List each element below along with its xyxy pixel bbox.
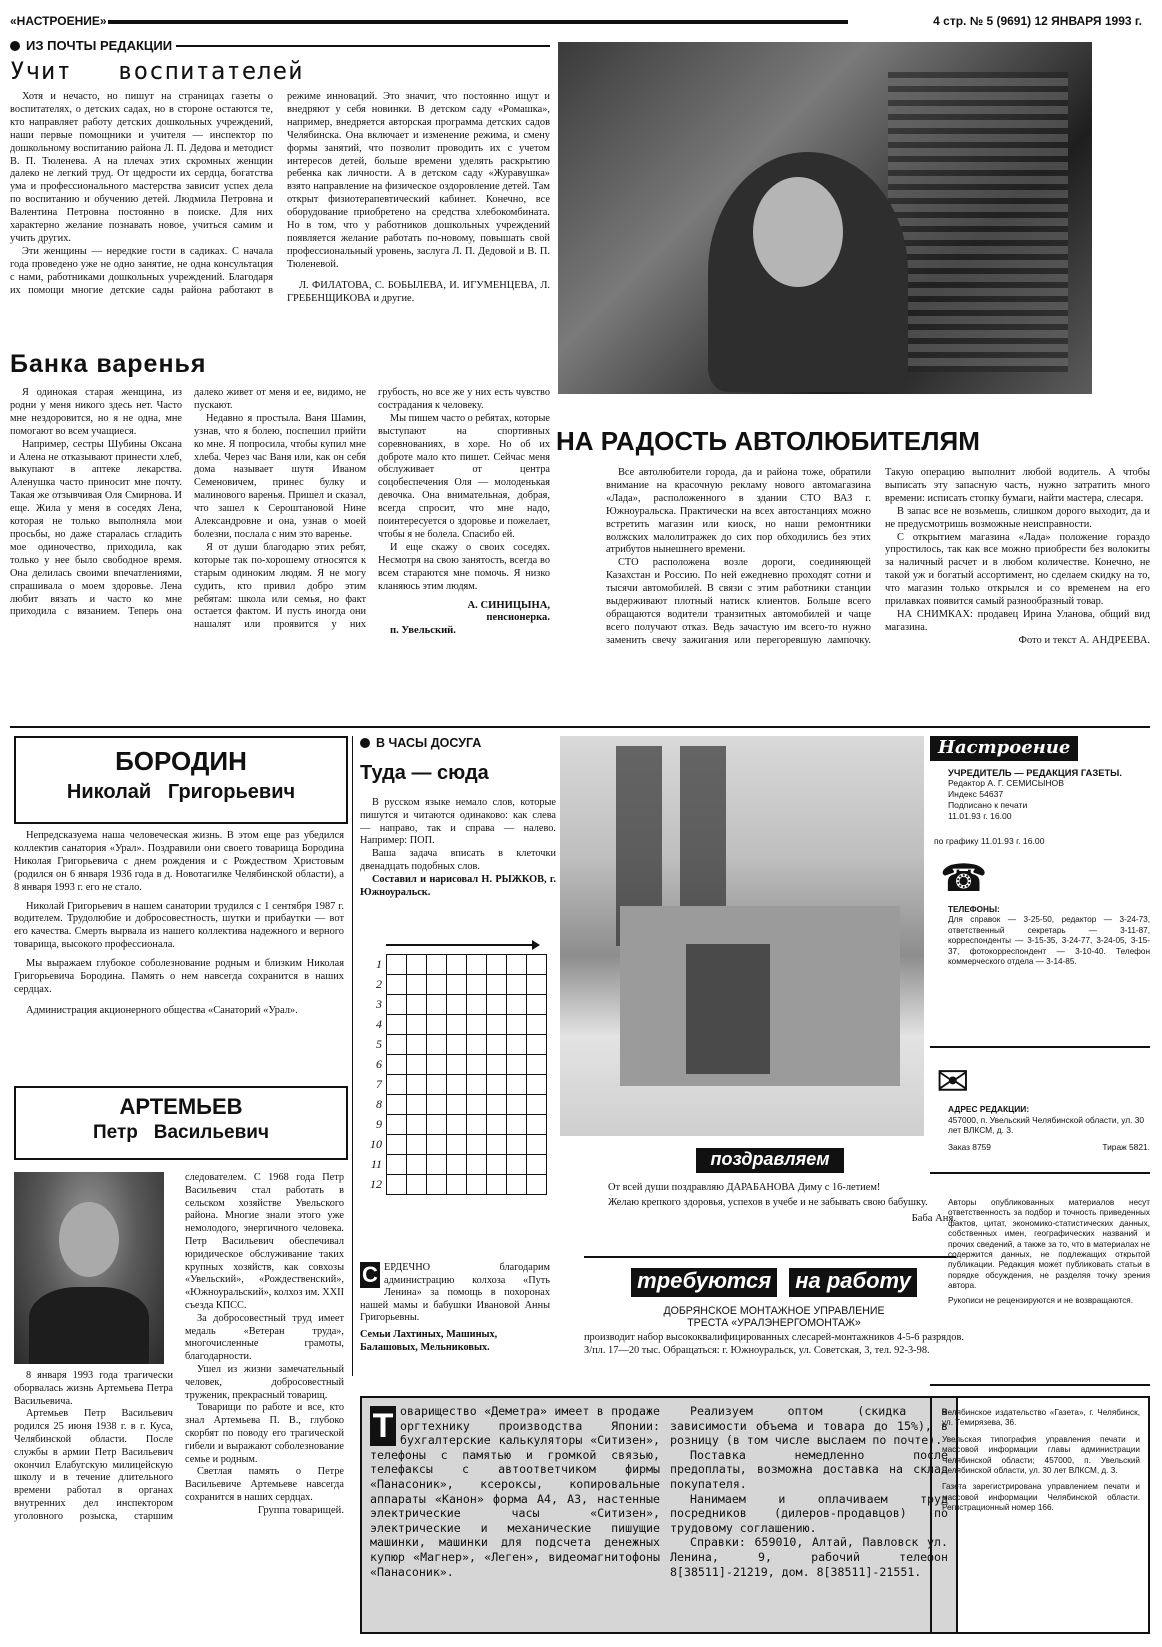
puzzle-cell[interactable] [406, 1014, 427, 1035]
thanks-signature: Семьи Лахтиных, Машиных, Балашовых, Мельниковых. [360, 1328, 498, 1353]
puzzle-cell[interactable] [386, 974, 407, 995]
imprint-info [930, 767, 1150, 847]
auto-paragraph: Все автолюбители города, да и района тоже, обратили внимание на красочную рекламу нового автомагазина «Лада», расположенного в здании СТО ВАЗ г. Южноуральска. Практически на всех автостанциях можно встретить магазин или киоск, но наши ремонтники волжских малолитражек до сих пор обходились без этих атрибутов нынешнего времени. [606, 467, 871, 556]
phones-title: ТЕЛЕФОНЫ: [948, 905, 1000, 914]
congrats-notice [584, 1148, 956, 1258]
face-graphic [753, 177, 843, 287]
puzzle-cell[interactable] [406, 1034, 427, 1055]
puzzle-cell[interactable] [466, 974, 487, 995]
puzzle-cell[interactable] [506, 974, 527, 995]
thanks-notice [360, 1262, 550, 1354]
puzzle-row-number: 7 [376, 1077, 382, 1091]
leisure-paragraph: В русском языке немало слов, которые пишутся и читаются одинаково: как слева — направо, так и справа — налево. Например: ПОП. [360, 797, 556, 847]
puzzle-cell[interactable] [506, 1054, 527, 1075]
puzzle-cell[interactable] [446, 1114, 467, 1135]
puzzle-cell[interactable] [466, 1074, 487, 1095]
borodin-obituary [14, 830, 344, 1018]
borodin-name: Николай Григорьевич [66, 781, 296, 803]
puzzle-cell[interactable] [526, 1074, 547, 1095]
artemyev-paragraph: Светлая память о Петре Васильевиче Артемьеве навсегда сохранится в наших сердцах. [185, 1466, 344, 1503]
puzzle-cell[interactable] [446, 1074, 467, 1095]
puzzle-cell[interactable] [406, 1134, 427, 1155]
demetra-text: оварищество «Деметра» имеет в продаже оргтехнику производства Японии: бухгалтерские калькуляторы «Ситизен», телефоны с памятью и громкой связью, телефаксы с автоответчиком фирмы «Панасоник», ксероксы, копировальные аппараты «Канон» форма А4, А3, настенные электрические часы «Ситизен», электрические и механические пишущие машинки, машинки для подсчета денежных купюр «Магнер», «Леген», видеомагнитофоны «Панасоник». [370, 1404, 660, 1579]
jam-paragraph: Я от души благодарю этих ребят, которые так по-хорошему относятся к старым одиноким людям. Я не могу судить, кто привил добро этим ребятам: школа или семья, но факт остается фактом. И пусть иногда они нашалят или проявится у них грубость, но все же у них есть чувство сострадания к человеку. [194, 387, 550, 631]
leisure-rubric-label: В ЧАСЫ ДОСУГА [376, 736, 482, 750]
shelf-graphic [888, 72, 1068, 372]
puzzle-cell[interactable] [466, 994, 487, 1015]
puzzle-cell[interactable] [506, 1094, 527, 1115]
puzzle-row-number: 8 [376, 1097, 382, 1111]
puzzle-cell[interactable] [426, 1054, 447, 1075]
imprint-schedule: по графику 11.01.93 г. 16.00 [934, 836, 1045, 846]
artemyev-paragraph: 8 января 1993 года трагически оборвалась жизнь Артемьева Петра Васильевича. [14, 1370, 173, 1407]
demetra-right [670, 1404, 948, 1579]
artemyev-paragraph: За добросовестный труд имеет медаль «Ветеран труда», многочисленные грамоты, благодарности. [185, 1312, 344, 1363]
puzzle-cell[interactable] [486, 1114, 507, 1135]
jobs-banner-1: требуются [631, 1268, 777, 1297]
puzzle-cell[interactable] [446, 1014, 467, 1035]
puzzle-cell[interactable] [506, 1174, 527, 1195]
puzzle-cell[interactable] [426, 1174, 447, 1195]
jam-signature-role: пенсионерка. [486, 612, 550, 624]
phones-list: Для справок — 3-25-50, редактор — 3-24-73, ответственный секретарь — 3-11-87, корреспонденты — 3-15-35, 3-24-77, 3-24-05, 3-15-37, фотокорреспондент — 3-10-40. Телефон коммерческого отдела — 3-14-85. [948, 915, 1150, 967]
leisure-paragraph: Ваша задача вписать в клеточки двенадцать подобных слов. [360, 848, 556, 872]
puzzle-cell[interactable] [386, 1014, 407, 1035]
puzzle-cell[interactable] [466, 1094, 487, 1115]
artemyev-obituary [14, 1172, 344, 1632]
address-title: АДРЕС РЕДАКЦИИ: [948, 1104, 1030, 1114]
puzzle-cell[interactable] [406, 1094, 427, 1115]
bullet-icon [10, 41, 20, 51]
puzzle-cell[interactable] [466, 954, 487, 975]
puzzle-cell[interactable] [526, 1054, 547, 1075]
puzzle-cell[interactable] [406, 954, 427, 975]
puzzle-cell[interactable] [526, 974, 547, 995]
puzzle-cell[interactable] [526, 1014, 547, 1035]
puzzle-cell[interactable] [526, 1034, 547, 1055]
jam-article [10, 350, 550, 690]
jam-title: Банка варенья [10, 350, 207, 378]
puzzle-cell[interactable] [406, 1114, 427, 1135]
borodin-surname: БОРОДИН [115, 746, 247, 776]
puzzle-cell[interactable] [506, 1154, 527, 1175]
leisure-body [360, 797, 556, 899]
demetra-ad [360, 1396, 958, 1634]
puzzle-cell[interactable] [446, 1034, 467, 1055]
jobs-ad [584, 1268, 964, 1357]
jobs-banners [584, 1268, 964, 1297]
photo-shop-clerk [558, 42, 1092, 394]
puzzle-cell[interactable] [506, 954, 527, 975]
puzzle-cell[interactable] [446, 1054, 467, 1075]
address-text: 457000, п. Увельский Челябинской области, ул. 30 лет ВЛКСМ, д. 3. [948, 1114, 1145, 1136]
thanks-body [360, 1262, 550, 1325]
photo-store-exterior [560, 736, 924, 1136]
congrats-banner: поздравляем [696, 1148, 844, 1173]
puzzle-row-number: 3 [376, 997, 382, 1011]
imprint-logo: Настроение [930, 736, 1078, 761]
leisure-rubric [360, 736, 556, 750]
congrats-text: От всей души поздравляю ДАРАБАНОВА Диму с 16-летием! [608, 1182, 881, 1193]
disclaimer-box [930, 1184, 1150, 1386]
puzzle-cell[interactable] [446, 1174, 467, 1195]
jobs-org-2: ТРЕСТА «УРАЛЭНЕРГОМОНТАЖ» [687, 1317, 861, 1329]
artemyev-name: Петр Васильевич [93, 1122, 269, 1143]
auto-article [556, 426, 1150, 716]
header-rule [108, 20, 848, 24]
registration-text: Газета зарегистрирована управлением печати и массовой информации Челябинской области. Регистрационный номер 166. [942, 1482, 1140, 1513]
paper-name: «НАСТРОЕНИЕ» [10, 14, 107, 28]
puzzle-cell[interactable] [486, 1034, 507, 1055]
puzzle-cell[interactable] [466, 1014, 487, 1035]
puzzle-cell[interactable] [406, 1174, 427, 1195]
artemyev-paragraph: Товарищи по работе и все, кто знал Артемьева П. В., глубоко скорбят по поводу его трагической гибели и выражают соболезнование семье и родным. [185, 1402, 344, 1465]
auto-credit: Фото и текст А. АНДРЕЕВА. [1018, 634, 1150, 646]
artemyev-signature: Группа товарищей. [257, 1504, 344, 1516]
puzzle-row-number: 10 [370, 1137, 382, 1151]
puzzle-cell[interactable] [526, 994, 547, 1015]
circulation: Тираж 5821. [1102, 1141, 1150, 1152]
typography-text: Увельская типография управления печати и массовой информации главы администрации Челябинской области; 457000, п. Увельский Челябинской области, ул. 30 лет ВЛКСМ, д. 3. [942, 1434, 1140, 1476]
puzzle-cell[interactable] [486, 1014, 507, 1035]
puzzle-cell[interactable] [486, 1074, 507, 1095]
puzzle-cell[interactable] [446, 1134, 467, 1155]
palindrome-puzzle [360, 944, 556, 1254]
address-info [930, 1104, 1150, 1152]
puzzle-cell[interactable] [446, 1094, 467, 1115]
demetra-dropcap: Т [370, 1406, 396, 1446]
imprint-index: Индекс 54637 [948, 789, 1004, 799]
puzzle-cell[interactable] [426, 994, 447, 1015]
leisure-section [360, 736, 556, 899]
mail-paragraph: Хотя и нечасто, но пишут на страницах газеты о воспитателях, о детских садах, но в стороне остаются те, кто направляет работу детских дошкольных учреждений, наши первые помощники и учителя — инспектор по дошкольному воспитанию района Л. П. Дедова и методист В. П. Тюленева. А на плечах этих скромных женщин далеко не легкий труд. От щедрости их сердца, богатства ума и профессионального мастерства зависит успех дела по воспитанию и обучению детей. Людмила Петровна и Валентина Петровна постоянно в поиске. Для них характерно желание познавать новое, учиться самим и учить других. [10, 91, 273, 244]
puzzle-cell[interactable] [386, 1074, 407, 1095]
thanks-text: ЕРДЕЧНО благодарим администрацию колхоза «Путь Ленина» за помощь в похоронах нашей мамы и бабушки Ивановой Анны Григорьевны. [360, 1262, 550, 1324]
puzzle-cell[interactable] [386, 1094, 407, 1115]
imprint-date: 11.01.93 г. 16.00 [948, 811, 1012, 821]
jam-signature: А. СИНИЦЫНА, [467, 599, 550, 611]
puzzle-row-number: 11 [370, 1157, 382, 1171]
mail-rubric-label: ИЗ ПОЧТЫ РЕДАКЦИИ [26, 38, 173, 53]
jam-paragraph: И еще скажу о своих соседях. Несмотря на свою занятость, всегда во всем стараются мне помочь. Я низко кланяюсь этим людям. [378, 541, 550, 592]
imprint-signed: Подписано к печати [948, 800, 1028, 810]
puzzle-cell[interactable] [466, 1174, 487, 1195]
puzzle-cell[interactable] [426, 1134, 447, 1155]
auto-title: НА РАДОСТЬ АВТОЛЮБИТЕЛЯМ [556, 426, 980, 456]
auto-caption: НА СНИМКАХ: продавец Ирина Уланова, общий вид магазина. [885, 608, 1150, 633]
puzzle-cell[interactable] [506, 1074, 527, 1095]
congrats-signature: Баба Аня. [911, 1213, 956, 1224]
leisure-title: Туда — сюда [360, 762, 489, 784]
puzzle-cell[interactable] [506, 994, 527, 1015]
artemyev-paragraph: Артемьев Петр Васильевич родился 25 июня 1938 г. в г. Куса, Челябинской области. После службы в армии Петр Васильевич окончил Елабугскую милицейскую школу и в течение длительного времени работал в органах внутренних дел инспектором уголовного розыска, старшим следователем. С 1968 года Петр Васильевич стал работать в сельском хозяйстве Увельского района. Многие знали этого уже немолодого, энергичного человека. Петр Васильевич обеспечивал юридическое обслуживание таких крупных хозяйств, как совхозы «Увельский», «Рождественский», «Южноуральский», колхоз им. XXII съезда КПСС. [14, 1172, 345, 1522]
puzzle-cell[interactable] [446, 954, 467, 975]
puzzle-cell[interactable] [406, 974, 427, 995]
artemyev-paragraph: Ушел из жизни замечательный человек, добросовестный труженик, прекрасный товарищ. [185, 1363, 344, 1401]
demetra-paragraph: Реализуем оптом (скидка в зависимости объема и товара до 15%), в розницу (в том числе выслаем по почте). [670, 1404, 948, 1448]
puzzle-cell[interactable] [486, 954, 507, 975]
imprint-editor: Редактор А. Г. СЕМИСЫНОВ [948, 778, 1064, 788]
puzzle-row-number: 6 [376, 1057, 382, 1071]
puzzle-cell[interactable] [386, 1054, 407, 1075]
borodin-paragraph: Николай Григорьевич в нашем санатории трудился с 1 сентября 1987 г. водителем. Трудолюбие и добросовестность, шутки и прибаутки — вот его качества. Смерть вырвала из нашего коллектива надежного и верного товарища, высокого профессионала. [14, 900, 344, 951]
leisure-author: Составил и нарисовал Н. РЫЖКОВ, г. Южноуральск. [360, 873, 556, 898]
artemyev-surname: АРТЕМЬЕВ [119, 1094, 243, 1119]
demetra-left [370, 1404, 660, 1579]
puzzle-cell[interactable] [466, 1134, 487, 1155]
imprint-phones [930, 905, 1150, 967]
envelope-icon: ✉ [936, 1059, 970, 1104]
jam-paragraph: Я одинокая старая женщина, из родни у меня никого здесь нет. Часто мне нездоровится, но я не одна, мне помогают во всем учащиеся. [10, 387, 182, 437]
jobs-org: ДОБРЯНСКОЕ МОНТАЖНОЕ УПРАВЛЕНИЕ [663, 1305, 885, 1317]
order-number: Заказ 8759 [948, 1141, 991, 1152]
jam-body [10, 387, 550, 638]
puzzle-cell[interactable] [466, 1034, 487, 1055]
puzzle-cell[interactable] [426, 954, 447, 975]
masthead [10, 12, 1150, 32]
puzzle-cell[interactable] [466, 1054, 487, 1075]
mail-body [10, 91, 550, 306]
puzzle-row-number: 4 [376, 1017, 382, 1031]
puzzle-cell[interactable] [426, 1034, 447, 1055]
phone-icon: ☎ [940, 858, 988, 900]
puzzle-cell[interactable] [506, 1014, 527, 1035]
jobs-banner-2: на работу [789, 1268, 917, 1297]
puzzle-cell[interactable] [486, 1054, 507, 1075]
mail-signature: Л. ФИЛАТОВА, С. БОБЫЛЕВА, И. ИГУМЕНЦЕВА, Л. ГРЕБЕНЩИКОВА и другие. [287, 279, 550, 304]
issue-info: 4 стр. № 5 (9691) 12 ЯНВАРЯ 1993 г. [933, 14, 1142, 28]
puzzle-cell[interactable] [406, 1154, 427, 1175]
puzzle-cell[interactable] [526, 1134, 547, 1155]
puzzle-cell[interactable] [446, 974, 467, 995]
auto-paragraph: В запас все не возьмешь, слишком дорого выходит, да и не предусмотришь возможные неисправности. [885, 505, 1150, 530]
puzzle-cell[interactable] [466, 1154, 487, 1175]
puzzle-cell[interactable] [386, 994, 407, 1015]
puzzle-cell[interactable] [526, 1114, 547, 1135]
puzzle-cell[interactable] [426, 1074, 447, 1095]
puzzle-cell[interactable] [486, 1174, 507, 1195]
puzzle-cell[interactable] [506, 1134, 527, 1155]
puzzle-cell[interactable] [526, 1154, 547, 1175]
artemyev-nameplate [14, 1086, 348, 1160]
auto-paragraph: СТО расположена возле дороги, соединяющей Казахстан и Россию. По ней ежедневно проходят сотни и тысячи автомобилей. В связи с этим работники станции выдерживают плотный натиск клиентов. Больше всего обращаются водители транзитных автомобилей и чаще всего получают отказ. Ведь зачастую им всего-то нужно заменить свечу зажигания или перегоревшую лампочку. Такую операцию выполнит любой водитель. А чтобы выписать эту запасную часть, нужно затратить много времени: исписать стопку бумаги, найти мастера, слесаря. [606, 467, 1150, 646]
puzzle-cell[interactable] [446, 1154, 467, 1175]
jobs-text: производит набор высококвалифицированных слесарей-монтажников 4-5-6 разрядов. З/пл. 17—20 тыс. Обращаться: г. Южноуральск, ул. Советская, 3, тел. 92-3-98. [584, 1332, 964, 1356]
portrait-spacer [14, 1172, 173, 1370]
demetra-contacts: Справки: 659010, Алтай, Павловск ул. Ленина, 9, рабочий телефон 8[38511]-21219, дом. 8[38511]-21551. [670, 1535, 948, 1579]
column-divider [352, 736, 353, 1376]
rubric-rule [176, 45, 550, 47]
mail-paragraph: Эти женщины — нередкие гости в садиках. С начала года проведено уже не одно занятие, не одна консультация с нами, работниками дошкольных учреждений. Благодаря их помощи многие детские сады района работают в режиме инноваций. Это значит, что постоянно ищут и внедряют у себя новинки. В детском саду «Ромашка», например, внедряется авторская программа детских садов Челябинска. Она включает и изменение режима, и смену формы занятий, что позволит проводить их с учетом интересов детей, больше времени уделять раскрытию ребенка как личности. А в детском саду «Журавушка» взято направление на физическое оздоровление детей. Там открыт физиотерапевтический кабинет. Конечно, все оборудование приобретено на средства хлебокомбината. Но в том, что у работников дошкольных учреждений появляется желание работать по-новому, повышать свой профессиональный уровень, заслуга Л. П. Дедовой и В. П. Тюленевой. [10, 91, 550, 296]
jam-paragraph: Например, сестры Шубины Оксана и Алена не отказывают принести хлеб, выкупают в аптеке лекарства. Аленушка часто приносит мне почту. Такая же отзывчивая Оля Смирнова. И еще. Жила у меня в соседях Лена, которая не только выполняла мои просьбы, но даже старалась сгладить мое одиночество, приходила, как только у нее было свободное время. Она делилась своими впечатлениями, спрашивала о моем здоровье. Лена любит вязать и часто ко мне приходила с вязанием. Теперь она далеко живет от меня и ее, видимо, не пускают. [10, 387, 366, 618]
puzzle-cell[interactable] [426, 1114, 447, 1135]
puzzle-cell[interactable] [526, 954, 547, 975]
puzzle-cell[interactable] [506, 1114, 527, 1135]
puzzle-cell[interactable] [406, 1054, 427, 1075]
borodin-signature: Администрация акционерного общества «Санаторий «Урал». [26, 1004, 298, 1016]
puzzle-cell[interactable] [486, 974, 507, 995]
puzzle-cell[interactable] [486, 994, 507, 1015]
puzzle-cell[interactable] [386, 1134, 407, 1155]
borodin-nameplate [14, 736, 348, 824]
puzzle-cell[interactable] [446, 994, 467, 1015]
demetra-paragraph: Поставка немедленно после предоплаты, возможна доставка на склад покупателя. [670, 1447, 948, 1491]
disclaimer-text: Авторы опубликованных материалов несут ответственность за подбор и точность приведенных фактов, цитат, экономико-статистических данных, собственных имен, географических названий и прочих сведений, а также за то, что в материалах не содержится данных, не подлежащих открытой публикации. Редакция может публиковать статьи в порядке обсуждения, не разделяя точку зрения автора. [948, 1198, 1150, 1291]
puzzle-row-number: 12 [370, 1177, 382, 1191]
puzzle-row-number: 2 [376, 977, 382, 991]
puzzle-row-number: 5 [376, 1037, 382, 1051]
imprint-founder: УЧРЕДИТЕЛЬ — РЕДАКЦИЯ ГАЗЕТЫ. [948, 767, 1122, 778]
demetra-paragraph: Нанимаем и оплачиваем труд посредников (дилеров-продавцов) по трудовому соглашению. [670, 1491, 948, 1535]
puzzle-cell[interactable] [426, 974, 447, 995]
doorway-graphic [686, 944, 770, 1074]
puzzle-cell[interactable] [506, 1034, 527, 1055]
borodin-paragraph: Непредсказуема наша человеческая жизнь. В этом еще раз убедился коллектив санатория «Урал». Поздравили они своего товарища Бородина Николая Григорьевича с днем рождения и с Рождеством Христовым (родился он 6 января 1936 года в д. Новотагилке Челябинской области), а 8 января 1993 г. его не стало. [14, 830, 344, 893]
puzzle-cell[interactable] [386, 1114, 407, 1135]
jam-paragraph: Недавно я простыла. Ваня Шамин, узнав, что я болею, поспешил прийти ко мне. Я попросила, чтобы купил мне хлеба. Через час Ваня или, как он себя дома называет шутя Иваном Семеновичем, принес булку и малинового варенья. Пришел и сказал, что зашел к Сероштановой Нине Александровне и она, узнав о моей болезни, послала с ним это варенье. [194, 412, 366, 540]
puzzle-cell[interactable] [466, 1114, 487, 1135]
manuscripts-note: Рукописи не рецензируются и не возвращаются. [948, 1295, 1134, 1305]
puzzle-cell[interactable] [386, 1154, 407, 1175]
puzzle-cell[interactable] [386, 1034, 407, 1055]
puzzle-cell[interactable] [406, 1074, 427, 1095]
imprint-box [930, 736, 1150, 1048]
puzzle-cell[interactable] [426, 1014, 447, 1035]
puzzle-cell[interactable] [486, 1094, 507, 1115]
puzzle-arrow-head [532, 940, 540, 950]
puzzle-cell[interactable] [486, 1134, 507, 1155]
section-divider [10, 726, 1150, 728]
publisher-box [930, 1396, 1150, 1634]
borodin-paragraph: Мы выражаем глубокое соболезнование родным и близким Николая Григорьевича Бородина. Память о нем навсегда сохранится в наших сердцах. [14, 958, 344, 995]
print-run [948, 1142, 1150, 1153]
thanks-dropcap: С [360, 1262, 380, 1288]
jam-paragraph: Мы пишем часто о ребятах, которые выступают на спортивных соревнованиях, в хоре. Но об их доброте мало кто пишет. Сейчас меня обслуживает от центра соцобеспечения Оля — молоденькая девочка. Она внимательная, добрая, всегда спросит, что мне надо, поинтересуется о здоровье и пожелает, чтобы я не болела. Спасибо ей. [378, 412, 550, 540]
puzzle-row-number: 1 [376, 957, 382, 971]
mail-rubric [10, 38, 550, 53]
auto-paragraph: С открытием магазина «Лада» положение гораздо упростилось, так как все можно приобрести без волокиты за наличный расчет и в любом количестве. Конечно, не такой уж и богатый ассортимент, но сделаем скидку на то, что магазин только открылся и со временем на его прилавках появится самый разнообразный товар. [885, 531, 1150, 608]
congrats-text-2: Желаю крепкого здоровья, успехов в учебе и не забывать свою бабушку. [608, 1197, 928, 1208]
publisher-text: Челябинское издательство «Газета», г. Челябинск, ул. Темирязева, 36. [942, 1408, 1140, 1428]
puzzle-arrow [386, 944, 532, 946]
puzzle-cell[interactable] [426, 1094, 447, 1115]
puzzle-cell[interactable] [526, 1174, 547, 1195]
puzzle-cell[interactable] [526, 1094, 547, 1115]
auto-body [556, 467, 1150, 648]
puzzle-cell[interactable] [386, 954, 407, 975]
puzzle-cell[interactable] [486, 1154, 507, 1175]
jam-place: п. Увельский. [390, 625, 456, 637]
address-box [930, 1060, 1150, 1174]
mail-article [10, 38, 550, 358]
mail-title: Учит воспитателей [10, 57, 304, 85]
puzzle-cell[interactable] [406, 994, 427, 1015]
bullet-icon [360, 738, 370, 748]
puzzle-row-number: 9 [376, 1117, 382, 1131]
puzzle-cell[interactable] [426, 1154, 447, 1175]
puzzle-cell[interactable] [386, 1174, 407, 1195]
